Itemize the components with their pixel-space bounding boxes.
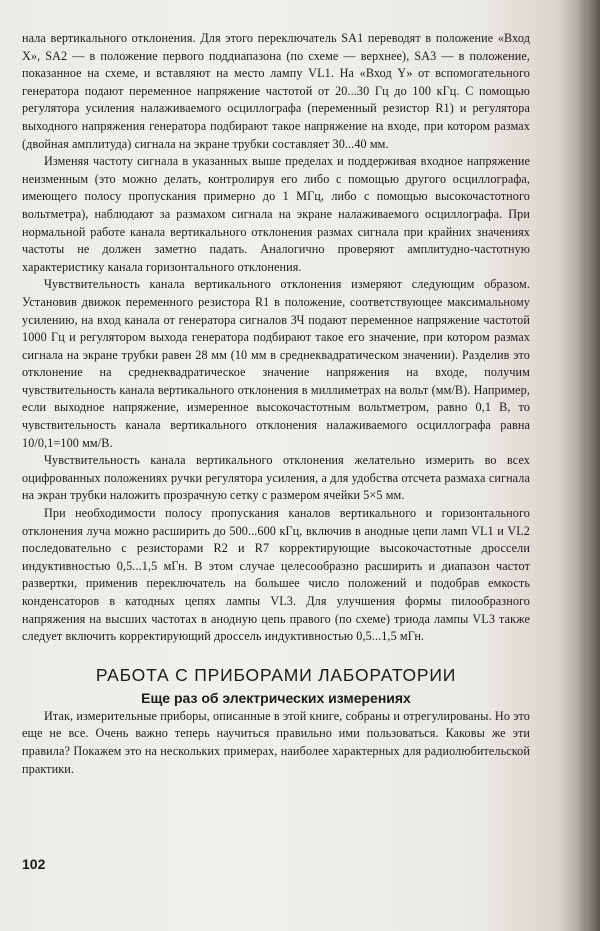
paragraph-continuation: нала вертикального отклонения. Для этого переключатель SA1 переводят в положение «Вход X», SA2 — в положение первого поддиапазона (по схеме — верхнее), SA3 — в положение, показанное на схеме, и вставляют на место лампу VL1. На «Вход Y» от вспомогательного генератора подают переменное напряжение частотой от 20...30 Гц до 100 кГц. С помощью регулятора усиления налаживаемого осциллографа (переменный резистор R1) и регулятора выходного напряжения генератора подбирают такое напряжение на входе, при котором размах (двойная амплитуда) сигнала на экране трубки составляет 30...40 мм. — [22, 31, 530, 151]
page-number: 102 — [22, 856, 46, 872]
subsection-title: Еще раз об электрических измерениях — [141, 689, 411, 706]
paragraph-intro: Итак, измерительные приборы, описанные в этой книге, собраны и отрегулированы. Но это еще не все. Очень важно теперь научиться правильно ими пользоваться. Каковы же эти правила? Покажем это на нескольких примерах, наиболее характерных для радиолюбительской практики. — [22, 708, 530, 776]
paragraph-frequency-check: Изменяя частоту сигнала в указанных выше пределах и поддерживая входное напряжение неизменным (это можно делать, контролируя его либо с помощью другого осциллографа, имеющего полосу пропускания примерно до 1 МГц, либо с помощью высокочастотного вольтметра), наблюдают за размахом сигнала на экране налаживаемого осциллографа. При нормальной работе канала вертикального отклонения размах сигнала при крайних значениях частоты не должен заметно падать. Аналогично проверяют амплитудно-частотную характеристику канала горизонтального отклонения. — [22, 154, 530, 274]
paragraph-bandwidth-extension: При необходимости полосу пропускания каналов вертикального и горизонтального отклонения луча можно расширить до 500...600 кГц, включив в анодные цепи ламп VL1 и VL2 последовательно с резисторами R2 и R7 корректирующие высокочастотные дроссели индуктивностью 0,5...1,5 мГн. В этом случае целесообразно расширить и диапазон частот развертки, применив переключатель на большее число положений и подобрав емкость конденсаторов в катодных цепях лампы VL3. Для улучшения формы пилообразного напряжения на высших частотах в анодную цепь правого (по схеме) триода лампы VL3 также следует включить корректирующий дроссель индуктивностью 0,5...1,5 мГн. — [22, 506, 530, 644]
paragraph-sensitivity-measure: Чувствительность канала вертикального отклонения измеряют следующим образом. Установив движок переменного резистора R1 в положение, соответствующее максимальному усилению, на вход канала от генератора сигналов ЗЧ подают переменное напряжение частотой 1000 Гц и регулятором выхода генератора подбирают такое его значение, при котором размах сигнала на экране трубки равен 28 мм (10 мм в среднеквадратическом значении). Разделив это отклонение на среднеквадратическое значение напряжения на входе, получим чувствительность канала вертикального отклонения в миллиметрах на вольт (мм/В). Например, если выходное напряжение, измеренное высокочастотным вольтметром, равно 0,1 В, то чувствительность канала вертикального отклонения налаживаемого осциллографа равна 10/0,1=100 мм/В. — [22, 277, 530, 450]
paragraph-sensitivity-grid: Чувствительность канала вертикального отклонения желательно измерить во всех оцифрованных положениях ручки регулятора усиления, а для удобства отсчета размаха сигнала на экран трубки наложить прозрачную сетку с размером ячейки 5×5 мм. — [22, 453, 530, 503]
section-title: РАБОТА С ПРИБОРАМИ ЛАБОРАТОРИИ — [95, 664, 457, 685]
page-content — [22, 30, 530, 778]
page-edge-shadow — [578, 0, 600, 931]
